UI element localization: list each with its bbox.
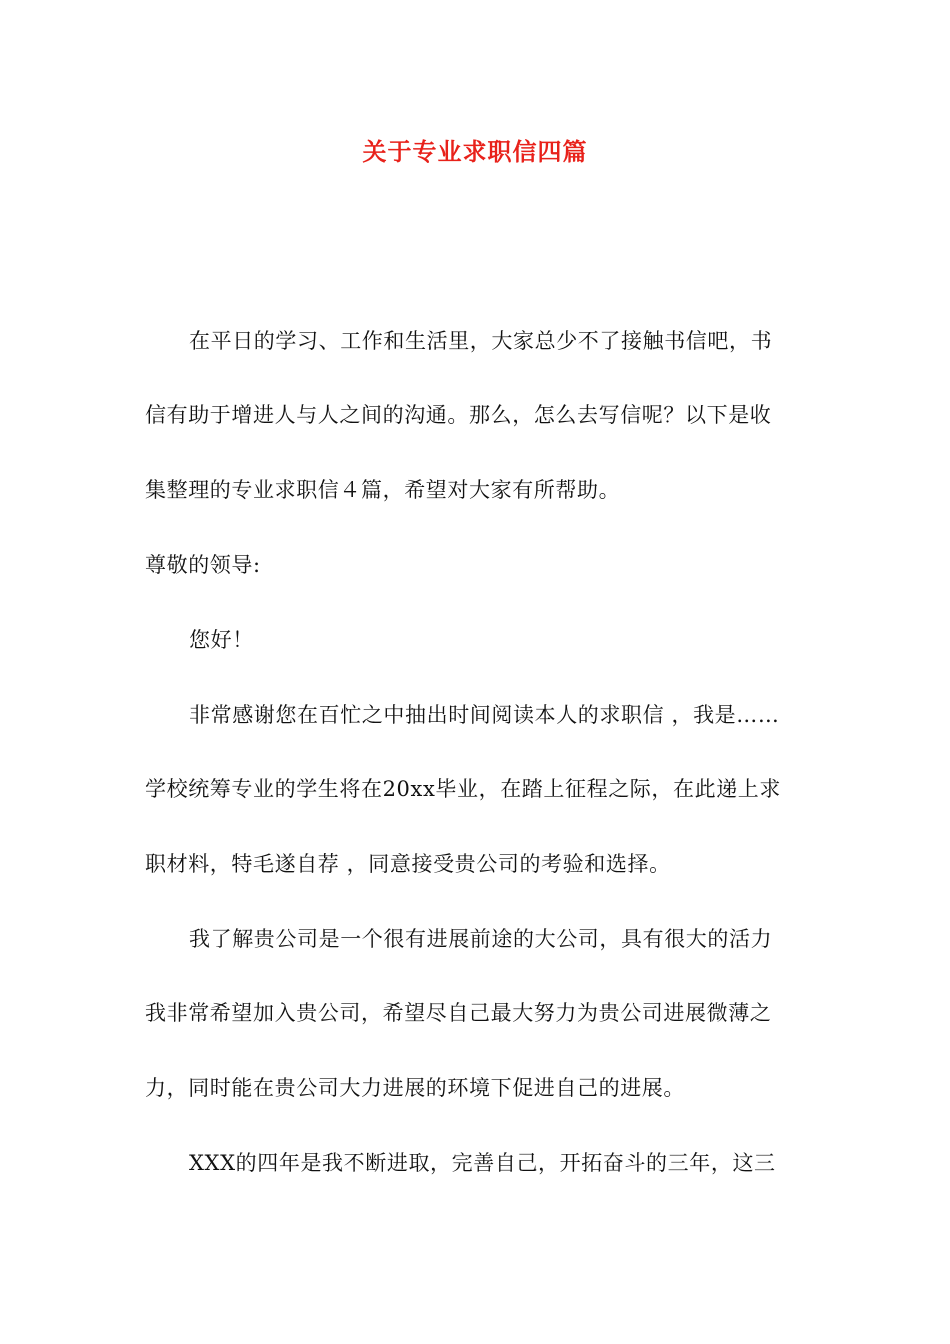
salutation-line: 尊敬的领导:	[145, 553, 261, 577]
paragraph-line: 我了解贵公司是一个很有进展前途的大公司，具有很大的活力	[189, 927, 773, 951]
paragraph-line: XXX的四年是我不断进取，完善自己，开拓奋斗的三年，这三	[189, 1151, 776, 1175]
paragraph-line: 力，同时能在贵公司大力进展的环境下促进自己的进展。	[145, 1076, 685, 1100]
document-title: 关于专业求职信四篇	[362, 138, 588, 166]
paragraph-line: 我非常希望加入贵公司，希望尽自己最大努力为贵公司进展微薄之	[145, 1001, 772, 1025]
paragraph-line: 集整理的专业求职信４篇，希望对大家有所帮助。	[145, 478, 621, 502]
greeting-line: 您好！	[189, 628, 254, 652]
paragraph-line: 信有助于增进人与人之间的沟通。那么，怎么去写信呢？以下是收	[145, 403, 772, 427]
paragraph-line: 在平日的学习、工作和生活里，大家总少不了接触书信吧，书	[189, 329, 773, 353]
paragraph-line: 学校统筹专业的学生将在20xx毕业，在踏上征程之际，在此递上求	[145, 777, 782, 801]
paragraph-line: 职材料，特毛遂自荐 ，同意接受贵公司的考验和选择。	[145, 852, 671, 876]
paragraph-line: 非常感谢您在百忙之中抽出时间阅读本人的求职信 ，我是……	[189, 703, 780, 727]
